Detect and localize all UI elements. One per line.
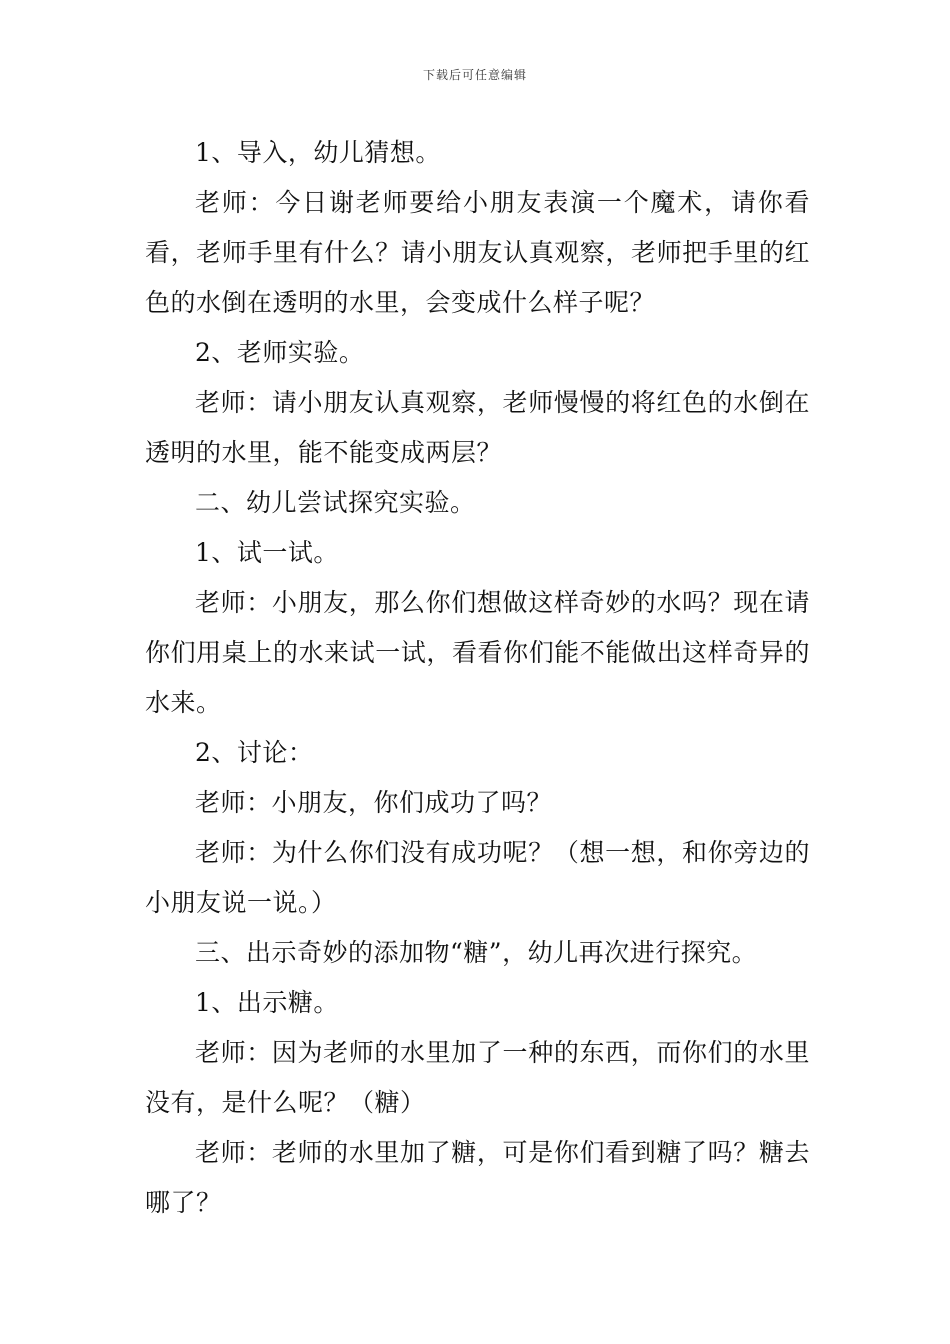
paragraph: 老师：小朋友，你们成功了吗？	[195, 788, 553, 817]
document-body	[145, 128, 810, 1228]
paragraph: 老师：今日谢老师要给小朋友表演一个魔术，请你看看，老师手里有什么？请小朋友认真观察，老师把手里的红色的水倒在透明的水里，会变成什么样子呢？	[145, 188, 810, 317]
paragraph: 1、导入，幼儿猜想。	[195, 138, 441, 167]
section-heading: 二、幼儿尝试探究实验。	[195, 488, 476, 517]
paragraph: 老师：为什么你们没有成功呢？（想一想，和你旁边的小朋友说一说。）	[145, 838, 810, 917]
paragraph: 老师：因为老师的水里加了一种的东西，而你们的水里没有，是什么呢？（糖）	[145, 1038, 810, 1117]
paragraph: 1、试一试。	[195, 538, 339, 567]
paragraph: 1、出示糖。	[195, 988, 339, 1017]
paragraph: 老师：小朋友，那么你们想做这样奇妙的水吗？现在请你们用桌上的水来试一试，看看你们能不能做出这样奇异的水来。	[145, 588, 810, 717]
page-header-note: 下载后可任意编辑	[422, 68, 527, 82]
paragraph: 2、讨论：	[195, 738, 314, 767]
section-heading: 三、出示奇妙的添加物“糖”，幼儿再次进行探究。	[195, 938, 758, 967]
paragraph: 老师：老师的水里加了糖，可是你们看到糖了吗？糖去哪了？	[145, 1138, 810, 1217]
paragraph: 老师：请小朋友认真观察，老师慢慢的将红色的水倒在透明的水里，能不能变成两层？	[145, 388, 810, 467]
paragraph: 2、老师实验。	[195, 338, 365, 367]
